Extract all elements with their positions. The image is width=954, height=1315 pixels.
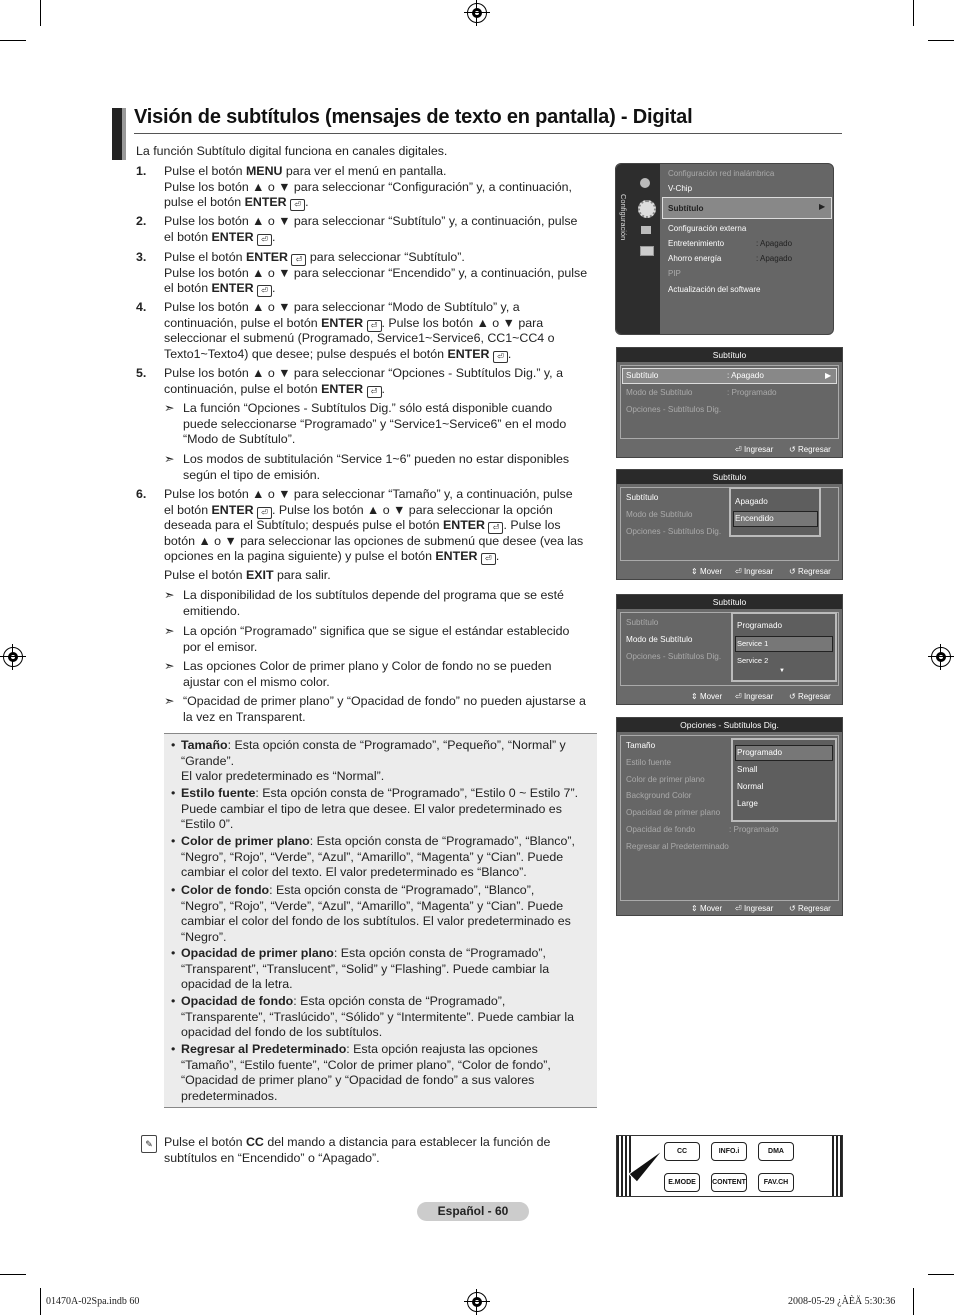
- note-text: por el emisor.: [183, 639, 258, 654]
- footer-enter: [735, 445, 773, 454]
- bullet-icon: •: [171, 738, 176, 752]
- footer-move: [691, 692, 722, 701]
- note-text: ajustar con el mismo color.: [183, 674, 330, 689]
- row-label[interactable]: Modo de Subtítulo: [626, 510, 693, 519]
- option-programado[interactable]: Programado: [737, 748, 783, 757]
- option-encendido[interactable]: Encendido: [735, 514, 774, 523]
- menu-item-subtitulo[interactable]: Subtítulo: [668, 204, 704, 213]
- option-description: opacidad del fondo de los subtítulos.: [181, 1025, 383, 1039]
- step-text: pulse el botón ENTER ⏎ .: [164, 195, 309, 209]
- footer-enter-label: Ingresar: [743, 692, 774, 701]
- screen-header: Subtítulo: [617, 595, 842, 609]
- screen-header: Subtítulo: [617, 348, 842, 362]
- note-arrow-icon: ➣: [164, 401, 175, 415]
- step-text: el botón ENTER ⏎ .: [164, 229, 276, 244]
- footer-return-label: Regresar: [797, 567, 831, 576]
- enter-icon: ⏎: [735, 445, 742, 454]
- row-label[interactable]: Opacidad de primer plano: [626, 808, 721, 817]
- row-label[interactable]: Opacidad de fondo: [626, 825, 696, 834]
- enter-icon: ⏎: [735, 692, 742, 701]
- option-description: Opacidad de fondo: Esta opción consta de “Programado”,: [181, 994, 506, 1008]
- page-number-badge: Español - 60: [417, 1202, 529, 1221]
- option-description: Regresar al Predeterminado: Esta opción reajusta las opciones: [181, 1042, 538, 1056]
- cc-button[interactable]: CC: [664, 1142, 700, 1161]
- footer-enter: [735, 567, 773, 576]
- option-description: cambiar el color del fondo de los subtítulos. El valor predeterminado es: [181, 914, 571, 928]
- note-arrow-icon: ➣: [164, 452, 175, 466]
- enter-icon: ⏎: [735, 904, 742, 913]
- menu-item[interactable]: PIP: [668, 269, 681, 278]
- arrow-right-icon: ▶: [825, 371, 832, 380]
- row-label[interactable]: Modo de Subtítulo: [626, 388, 693, 397]
- footer-enter-label: Ingresar: [743, 567, 774, 576]
- row-label[interactable]: Subtítulo: [626, 371, 659, 380]
- remote-control-illustration: [616, 1135, 843, 1197]
- option-description: “Transparent”, “Translucent”, “Solid” y “Flashing”. Puede cambiar la: [181, 961, 550, 976]
- bullet-icon: •: [171, 1042, 176, 1056]
- option-description: Estilo fuente: Esta opción consta de “Programado”, “Estilo 0 ~ Estilo 7”.: [181, 786, 579, 800]
- option-large[interactable]: Large: [737, 799, 758, 808]
- crop-mark: [40, 0, 41, 26]
- application-icon: [640, 246, 654, 256]
- updown-icon: ⇕: [691, 904, 698, 913]
- enter-icon: ⏎: [493, 351, 508, 363]
- footer-enter: [735, 904, 773, 913]
- step-number: 2.: [136, 214, 147, 228]
- footer-move-label: Mover: [699, 567, 723, 576]
- crop-mark: [0, 1274, 26, 1275]
- option-description: “Opacidad de primer plano” y “Opacidad de fondo” a sus valores: [181, 1073, 535, 1087]
- note-text: La opción “Programado” significa que se sigue el estándar establecido: [183, 624, 570, 638]
- screen-subtitulo-1: [616, 347, 843, 458]
- footer-move: [691, 904, 722, 913]
- menu-item[interactable]: Entretenimiento: [668, 239, 725, 248]
- step-number: 6.: [136, 487, 147, 501]
- enter-icon: ⏎: [257, 285, 272, 297]
- screen-configuracion-menu: [615, 163, 834, 335]
- enter-icon: ⏎: [488, 522, 503, 534]
- step-text: Pulse los botón ▲ o ▼ para seleccionar “Opciones - Subtítulos Dig.” y, a: [164, 366, 563, 380]
- footer-return-label: Regresar: [797, 445, 831, 454]
- note-text: la vez en Transparent.: [183, 709, 306, 724]
- crop-mark: [928, 40, 954, 41]
- enter-icon: ⏎: [290, 199, 305, 211]
- option-description: opacidad de la letra.: [181, 977, 293, 991]
- screen-subtitulo-3: [616, 594, 843, 705]
- option-description: “Negro”, “Rojo”, “Verde”, “Azul”, “Amarillo”, “Magenta” y “Cian”. Puede: [181, 898, 564, 913]
- bullet-icon: •: [171, 786, 176, 800]
- crop-mark: [0, 40, 26, 41]
- option-description: Tamaño: Esta opción consta de “Programado”, “Pequeño”, “Normal” y: [181, 738, 566, 752]
- enter-icon: ⏎: [735, 567, 742, 576]
- menu-item[interactable]: Actualización del software: [668, 285, 761, 294]
- note-arrow-icon: ➣: [164, 624, 175, 638]
- footer-return: [789, 904, 831, 913]
- step-number: 3.: [136, 250, 147, 264]
- step-text: continuación, pulse el botón ENTER ⏎ . Pulse los botón ▲ o ▼ para: [164, 315, 544, 330]
- step-text: Pulse los botón ▲ o ▼ para seleccionar “Modo de Subtítulo” y, a: [164, 300, 520, 314]
- row-label[interactable]: Color de primer plano: [626, 775, 705, 784]
- menu-item[interactable]: Configuración red inalámbrica: [668, 169, 775, 178]
- bullet-icon: •: [171, 883, 176, 897]
- dma-button[interactable]: DMA: [758, 1142, 794, 1161]
- info-button[interactable]: INFO.i: [711, 1142, 747, 1161]
- menu-item[interactable]: Configuración externa: [668, 224, 747, 233]
- enter-icon: ⏎: [291, 254, 306, 266]
- registration-mark-icon: [3, 647, 23, 667]
- option-description: “Negro”.: [181, 929, 227, 944]
- note-icon: ✎: [141, 1135, 157, 1153]
- note-text: “Opacidad de primer plano” y “Opacidad de fondo” no pueden ajustarse a: [183, 694, 586, 708]
- step-text: Texto1~Texto4) que desee; pulse después el botón ENTER ⏎ .: [164, 346, 512, 361]
- footer-return: [789, 567, 831, 576]
- title-rule: [134, 133, 842, 134]
- arrow-down-icon: ▼: [779, 668, 785, 674]
- enter-icon: ⏎: [257, 234, 272, 246]
- crop-mark: [913, 1288, 914, 1315]
- row-label[interactable]: Regresar al Predeterminado: [626, 842, 729, 851]
- option-description: Color de fondo: Esta opción consta de “Programado”, “Blanco”,: [181, 883, 535, 897]
- step-text: Pulse los botón ▲ o ▼ para seleccionar “Configuración” y, a continuación,: [164, 179, 572, 194]
- option-description: “Tamaño”, “Estilo fuente”, “Color de primer plano”, “Color de fondo”,: [181, 1057, 551, 1072]
- footer-return: [789, 692, 831, 701]
- return-icon: ↺: [789, 445, 796, 454]
- crop-mark: [40, 1288, 41, 1315]
- footer-enter-label: Ingresar: [743, 445, 774, 454]
- footer-move-label: Mover: [699, 692, 723, 701]
- enter-icon: ⏎: [257, 507, 272, 519]
- step-number: 1.: [136, 164, 147, 178]
- screen-subtitulo-2: [616, 469, 843, 580]
- bullet-icon: •: [171, 834, 176, 848]
- note-arrow-icon: ➣: [164, 659, 175, 673]
- row-value: : Apagado: [727, 371, 764, 380]
- footer-right: 2008-05-29 ¿ÀÈÄ 5:30:36: [788, 1296, 896, 1307]
- row-label[interactable]: Modo de Subtítulo: [626, 635, 693, 644]
- step-number: 5.: [136, 366, 147, 380]
- row-label[interactable]: Opciones - Subtítulos Dig.: [626, 527, 722, 536]
- enter-icon: ⏎: [367, 320, 382, 332]
- screen-opciones-subtitulos: [616, 717, 843, 916]
- screen-header: Opciones - Subtítulos Dig.: [617, 718, 842, 732]
- note-text: puede seleccionarse “Programado” y “Service1~Service6” en el modo: [183, 416, 567, 431]
- step-text: el botón ENTER ⏎ .: [164, 281, 276, 295]
- return-icon: ↺: [789, 567, 796, 576]
- option-description: “Grande”.: [181, 753, 235, 768]
- menu-item-value: : Apagado: [756, 254, 793, 263]
- page-title: Visión de subtítulos (mensajes de texto en pantalla) - Digital: [134, 106, 693, 128]
- footer-return-label: Regresar: [797, 692, 831, 701]
- exit-instruction: Pulse el botón EXIT para salir.: [164, 568, 331, 582]
- row-label[interactable]: Estilo fuente: [626, 758, 672, 767]
- footer-enter-label: Ingresar: [743, 904, 774, 913]
- sidebar-label: Configuración: [619, 194, 628, 241]
- option-description: Color de primer plano: Esta opción consta de “Programado”, “Blanco”,: [181, 834, 575, 848]
- row-label[interactable]: Opciones - Subtítulos Dig.: [626, 405, 722, 414]
- option-small[interactable]: Small: [737, 765, 758, 774]
- option-normal[interactable]: Normal: [737, 782, 764, 791]
- input-icon: [641, 226, 651, 234]
- option-description: “Negro”, “Rojo”, “Verde”, “Azul”, “Amarillo”, “Magenta” y “Cian”. Puede: [181, 849, 564, 864]
- favch-button[interactable]: FAV.CH: [758, 1173, 794, 1192]
- title-accent-bar: [122, 108, 126, 160]
- step-text: Pulse los botón ▲ o ▼ para seleccionar “Tamaño” y, a continuación, pulse: [164, 487, 573, 501]
- note-text: “Modo de Subtítulo”.: [183, 432, 296, 446]
- row-label[interactable]: Opciones - Subtítulos Dig.: [626, 652, 722, 661]
- row-label[interactable]: Subtítulo: [626, 493, 659, 502]
- cc-note-text: subtítulos en “Encendido” o “Apagado”.: [164, 1150, 380, 1165]
- registration-mark-icon: [467, 1292, 487, 1312]
- note-text: Las opciones Color de primer plano y Color de fondo no se pueden: [183, 659, 552, 673]
- note-arrow-icon: ➣: [164, 694, 175, 708]
- row-value: : Programado: [727, 388, 777, 397]
- note-text: Los modos de subtitulación “Service 1~6” pueden no estar disponibles: [183, 452, 570, 466]
- note-text: emitiendo.: [183, 603, 241, 618]
- note-arrow-icon: ➣: [164, 588, 175, 602]
- step-text: opciones en la pagina siguiente) y pulse el botón ENTER ⏎ .: [164, 549, 500, 563]
- step-text: el botón ENTER ⏎ . Pulse los botón ▲ o ▼ para seleccionar la opción: [164, 502, 553, 517]
- step-text: Pulse los botón ▲ o ▼ para seleccionar “Subtítulo” y, a continuación, pulse: [164, 214, 578, 228]
- arrow-right-icon: ▶: [819, 202, 826, 211]
- footer-move: [691, 567, 722, 576]
- return-icon: ↺: [789, 904, 796, 913]
- option-description: predeterminados.: [181, 1088, 278, 1103]
- option-programado[interactable]: Programado: [737, 621, 783, 630]
- step-text: botón ▲ o ▼ para seleccionar las opciones de submenú que desee (vea las: [164, 533, 584, 548]
- gear-icon: [638, 200, 656, 218]
- menu-item[interactable]: V-Chip: [668, 184, 693, 193]
- content-button[interactable]: CONTENT: [711, 1173, 747, 1192]
- note-text: La función “Opciones - Subtítulos Dig.” sólo está disponible cuando: [183, 401, 553, 415]
- registration-mark-icon: [467, 3, 487, 23]
- row-value: : Programado: [729, 825, 779, 834]
- enter-icon: ⏎: [481, 553, 496, 565]
- pointer-arrow-icon: [623, 1148, 669, 1184]
- picture-icon: [640, 178, 650, 188]
- option-apagado[interactable]: Apagado: [735, 497, 768, 506]
- step-text: seleccionar el submenú (Programado, Service1~Service6, CC1~CC4 o: [164, 331, 555, 345]
- screen-header: Subtítulo: [617, 470, 842, 484]
- crop-mark: [928, 1274, 954, 1275]
- option-description: cambiar el color del texto. El valor predeterminado es “Blanco”.: [181, 865, 527, 879]
- option-description: “Estilo 0”.: [181, 817, 234, 831]
- crop-mark: [913, 0, 914, 26]
- updown-icon: ⇕: [691, 692, 698, 701]
- note-text: La disponibilidad de los subtítulos depende del programa que se esté: [183, 588, 564, 602]
- menu-item[interactable]: Ahorro energía: [668, 254, 722, 263]
- registration-mark-icon: [931, 647, 951, 667]
- footer-return-label: Regresar: [797, 904, 831, 913]
- bullet-icon: •: [171, 994, 176, 1008]
- emode-button[interactable]: E.MODE: [664, 1173, 700, 1192]
- bullet-icon: •: [171, 946, 176, 960]
- row-label[interactable]: Background Color: [626, 791, 692, 800]
- option-description: Opacidad de primer plano: Esta opción consta de “Programado”,: [181, 946, 546, 960]
- remote-edge: [830, 1136, 842, 1196]
- step-text: Pulse el botón MENU para ver el menú en pantalla.: [164, 164, 447, 178]
- updown-icon: ⇕: [691, 567, 698, 576]
- option-description: “Transparente”, “Traslúcido”, “Sólido” y “Intermitente”. Puede cambiar la: [181, 1009, 574, 1024]
- option-description: El valor predeterminado es “Normal”.: [181, 769, 385, 783]
- step-text: Pulse el botón ENTER ⏎ para seleccionar “Subtítulo”.: [164, 250, 465, 264]
- row-label[interactable]: Tamaño: [626, 741, 656, 750]
- row-label[interactable]: Subtítulo: [626, 618, 659, 627]
- cc-note-text: Pulse el botón CC del mando a distancia para establecer la función de: [164, 1135, 551, 1149]
- step-text: Pulse los botón ▲ o ▼ para seleccionar “Encendido” y, a continuación, pulse: [164, 265, 588, 280]
- intro-text: La función Subtítulo digital funciona en canales digitales.: [136, 144, 448, 158]
- menu-sidebar: [616, 164, 660, 334]
- footer-left: 01470A-02Spa.indb 60: [46, 1296, 140, 1307]
- menu-item-value: : Apagado: [756, 239, 793, 248]
- option-service2[interactable]: Service 2: [737, 656, 769, 665]
- step-number: 4.: [136, 300, 147, 314]
- enter-icon: ⏎: [367, 386, 382, 398]
- footer-move-label: Mover: [699, 904, 723, 913]
- option-description: Puede cambiar el tipo de letra que desee. El valor predeterminado es: [181, 801, 562, 816]
- step-text: deseada para el Subtítulo; después pulse el botón ENTER ⏎ . Pulse los: [164, 518, 561, 532]
- footer-enter: [735, 692, 773, 701]
- option-service1[interactable]: Service 1: [737, 639, 769, 648]
- return-icon: ↺: [789, 692, 796, 701]
- step-text: continuación, pulse el botón ENTER ⏎ .: [164, 381, 385, 396]
- note-text: según el tipo de emisión.: [183, 467, 321, 482]
- footer-return: [789, 445, 831, 454]
